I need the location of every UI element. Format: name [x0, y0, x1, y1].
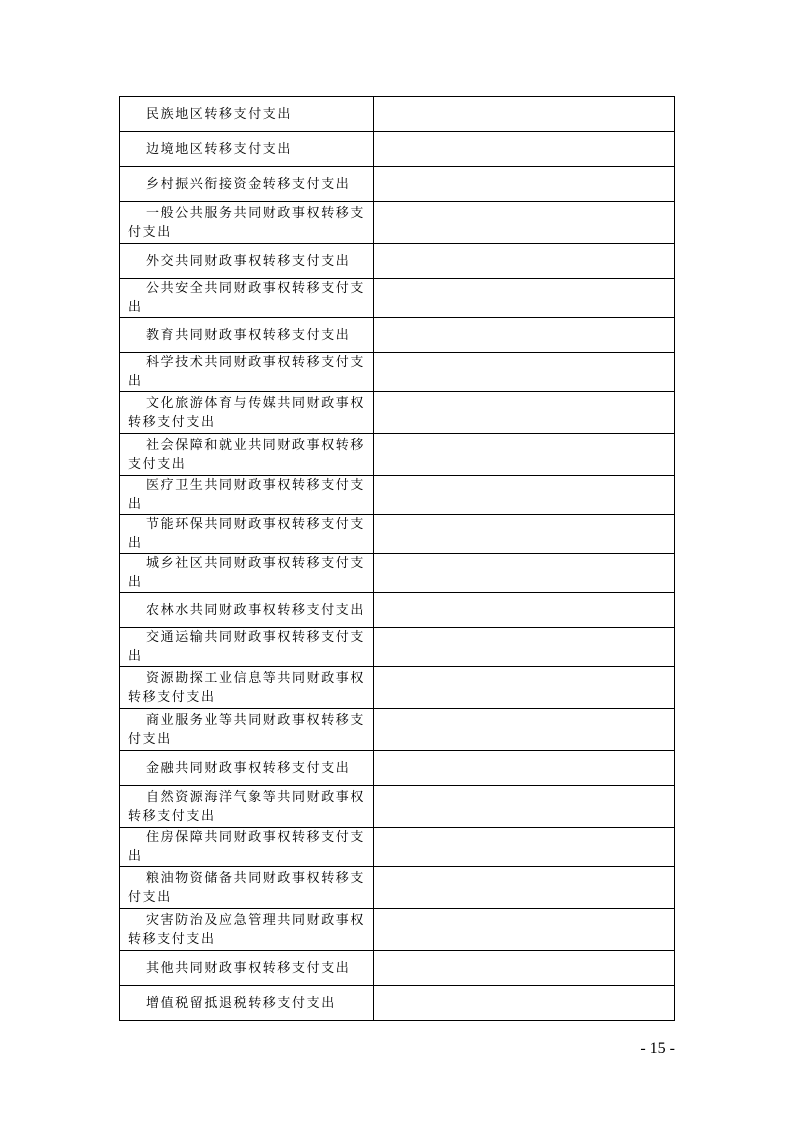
- table-row: [120, 132, 675, 167]
- row-value: [374, 986, 675, 1021]
- table-row: [120, 476, 675, 515]
- table-row: [120, 434, 675, 476]
- row-value: [374, 353, 675, 392]
- table-row: [120, 828, 675, 867]
- table-row: [120, 867, 675, 909]
- row-value: [374, 279, 675, 318]
- row-value: [374, 167, 675, 202]
- table-row: [120, 97, 675, 132]
- row-value: [374, 244, 675, 279]
- row-value: [374, 909, 675, 951]
- row-value: [374, 392, 675, 434]
- row-value: [374, 515, 675, 554]
- row-label: 文化旅游体育与传媒共同财政事权转移支付支出: [120, 392, 374, 434]
- table-row: [120, 951, 675, 986]
- row-label: 自然资源海洋气象等共同财政事权转移支付支出: [120, 786, 374, 828]
- row-value: [374, 202, 675, 244]
- row-label: 社会保障和就业共同财政事权转移支付支出: [120, 434, 374, 476]
- row-label: 城乡社区共同财政事权转移支付支出: [120, 554, 374, 593]
- row-label: 科学技术共同财政事权转移支付支出: [120, 353, 374, 392]
- row-label: 边境地区转移支付支出: [120, 132, 374, 167]
- table-row: [120, 279, 675, 318]
- row-label: 民族地区转移支付支出: [120, 97, 374, 132]
- row-value: [374, 434, 675, 476]
- table-row: [120, 392, 675, 434]
- row-value: [374, 628, 675, 667]
- table-row: [120, 628, 675, 667]
- row-label: 增值税留抵退税转移支付支出: [120, 986, 374, 1021]
- row-value: [374, 554, 675, 593]
- table-row: [120, 909, 675, 951]
- row-label: 金融共同财政事权转移支付支出: [120, 751, 374, 786]
- table-row: [120, 515, 675, 554]
- row-label: 乡村振兴衔接资金转移支付支出: [120, 167, 374, 202]
- table-row: [120, 667, 675, 709]
- table-row: [120, 593, 675, 628]
- table-row: [120, 786, 675, 828]
- table-row: [120, 709, 675, 751]
- row-label: 农林水共同财政事权转移支付支出: [120, 593, 374, 628]
- row-value: [374, 476, 675, 515]
- row-label: 交通运输共同财政事权转移支付支出: [120, 628, 374, 667]
- table-row: [120, 167, 675, 202]
- table-row: [120, 353, 675, 392]
- row-value: [374, 867, 675, 909]
- row-label: 粮油物资储备共同财政事权转移支付支出: [120, 867, 374, 909]
- row-value: [374, 132, 675, 167]
- row-value: [374, 828, 675, 867]
- row-value: [374, 97, 675, 132]
- table-row: [120, 318, 675, 353]
- row-label: 住房保障共同财政事权转移支付支出: [120, 828, 374, 867]
- table-row: [120, 751, 675, 786]
- row-label: 节能环保共同财政事权转移支付支出: [120, 515, 374, 554]
- row-value: [374, 786, 675, 828]
- page-number: - 15 -: [640, 1040, 675, 1057]
- row-label: 一般公共服务共同财政事权转移支付支出: [120, 202, 374, 244]
- row-label: 其他共同财政事权转移支付支出: [120, 951, 374, 986]
- row-label: 灾害防治及应急管理共同财政事权转移支付支出: [120, 909, 374, 951]
- row-label: 资源勘探工业信息等共同财政事权转移支付支出: [120, 667, 374, 709]
- row-label: 医疗卫生共同财政事权转移支付支出: [120, 476, 374, 515]
- row-value: [374, 667, 675, 709]
- row-value: [374, 709, 675, 751]
- row-value: [374, 951, 675, 986]
- row-label: 外交共同财政事权转移支付支出: [120, 244, 374, 279]
- table-row: [120, 986, 675, 1021]
- row-label: 商业服务业等共同财政事权转移支付支出: [120, 709, 374, 751]
- row-value: [374, 593, 675, 628]
- table-row: [120, 554, 675, 593]
- table-row: [120, 244, 675, 279]
- row-value: [374, 318, 675, 353]
- budget-table: [119, 96, 675, 1021]
- row-value: [374, 751, 675, 786]
- table-row: [120, 202, 675, 244]
- row-label: 教育共同财政事权转移支付支出: [120, 318, 374, 353]
- row-label: 公共安全共同财政事权转移支付支出: [120, 279, 374, 318]
